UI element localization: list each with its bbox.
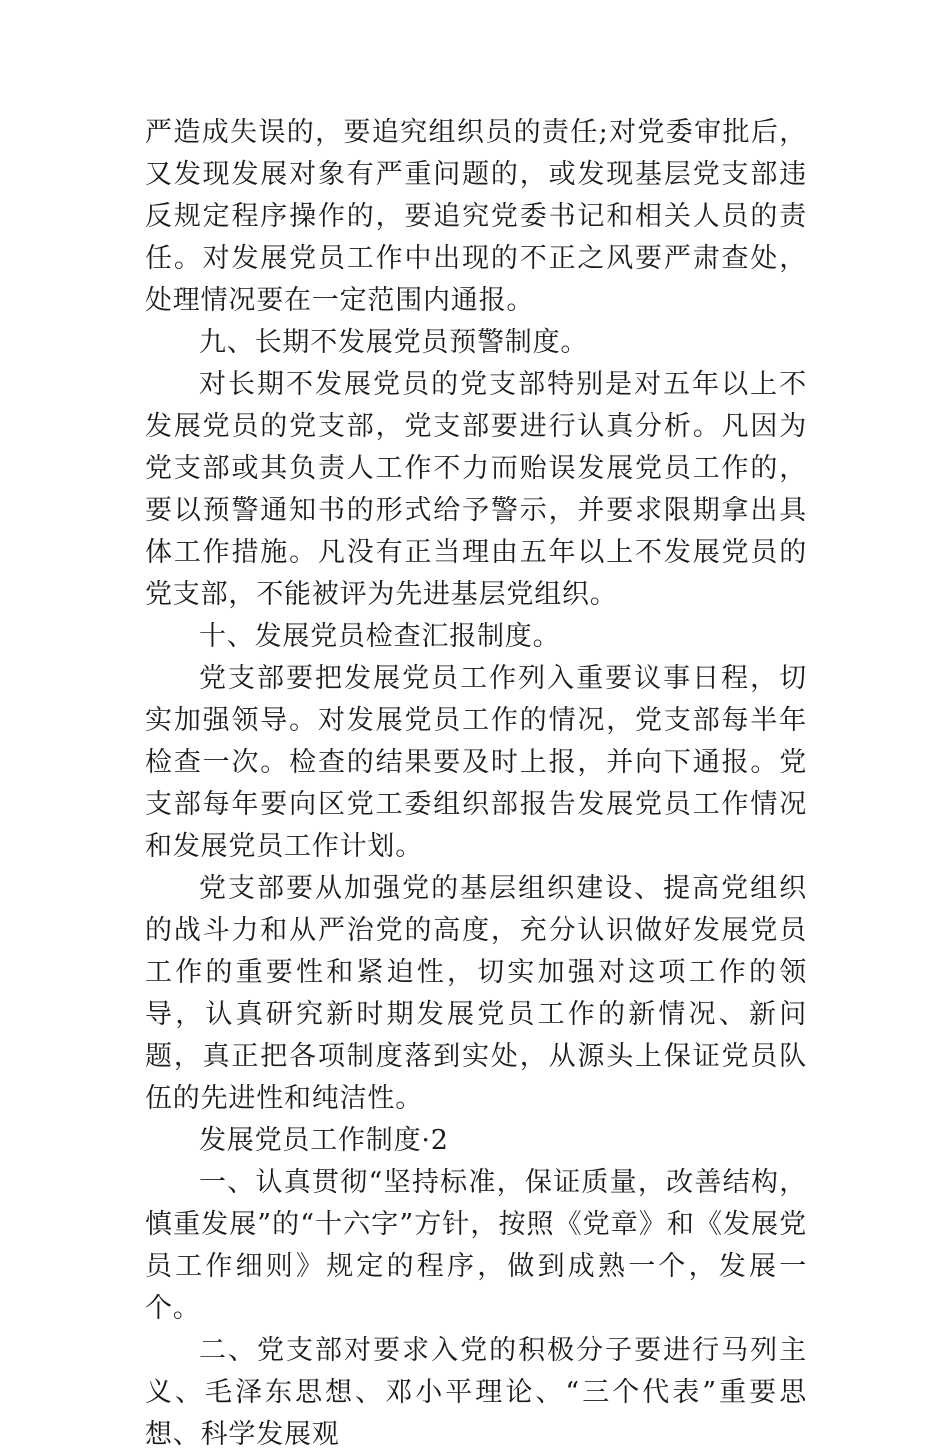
paragraph-inspection-reporting: 党支部要把发展党员工作列入重要议事日程，切实加强领导。对发展党员工作的情况，党支部每半年检查一次。检查的结果要及时上报，并向下通报。党支部每年要向区党工委组织部报告发展党员工作情况和发展党员工作计划。 (145, 663, 807, 862)
paragraph-accountability-continued: 严造成失误的，要追究组织员的责任;对党委审批后，又发现发展对象有严重问题的，或发现基层党支部违反规定程序操作的，要追究党委书记和相关人员的责任。对发展党员工作中出现的不正之风要严肃查处，处理情况要在一定范围内通报。 (145, 117, 807, 316)
section-heading-ten: 十、发展党员检查汇报制度。 (199, 621, 561, 652)
paragraph-summary: 党支部要从加强党的基层组织建设、提高党组织的战斗力和从严治党的高度，充分认识做好发展党员工作的重要性和紧迫性，切实加强对这项工作的领导，认真研究新时期发展党员工作的新情况、新问题，真正把各项制度落到实处，从源头上保证党员队伍的先进性和纯洁性。 (145, 873, 807, 1114)
document-subtitle: 发展党员工作制度·2 (199, 1125, 449, 1156)
paragraph-item-one: 一、认真贯彻“坚持标准，保证质量，改善结构，慎重发展”的“十六字”方针，按照《党章》和《发展党员工作细则》规定的程序，做到成熟一个，发展一个。 (145, 1167, 807, 1324)
document-body (145, 112, 807, 1456)
section-heading-nine: 九、长期不发展党员预警制度。 (199, 327, 589, 358)
paragraph-item-two: 二、党支部对要求入党的积极分子要进行马列主义、毛泽东思想、邓小平理论、“三个代表”重要思想、科学发展观 (145, 1335, 807, 1450)
paragraph-warning-system: 对长期不发展党员的党支部特别是对五年以上不发展党员的党支部，党支部要进行认真分析。凡因为党支部或其负责人工作不力而贻误发展党员工作的，要以预警通知书的形式给予警示，并要求限期拿出具体工作措施。凡没有正当理由五年以上不发展党员的党支部，不能被评为先进基层党组织。 (145, 369, 807, 610)
